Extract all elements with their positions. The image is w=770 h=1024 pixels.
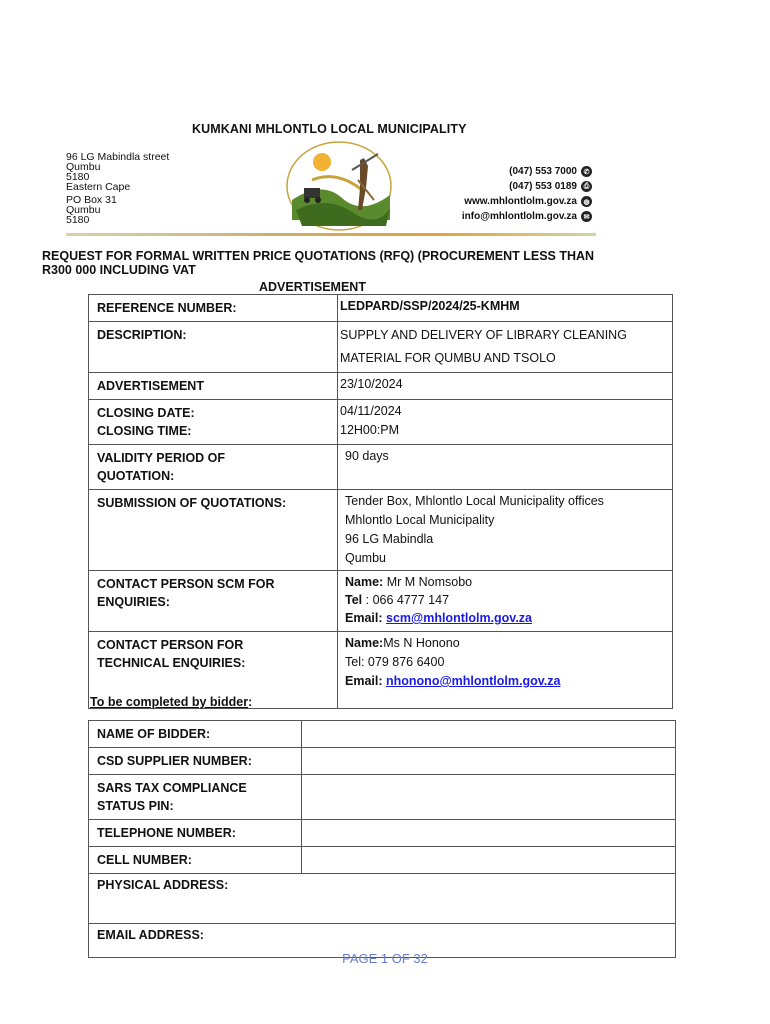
closing-time-label: CLOSING TIME: — [97, 424, 192, 438]
reference-label: REFERENCE NUMBER: — [89, 295, 338, 322]
postal-address-line: Qumbu — [66, 204, 101, 216]
table-row — [89, 373, 673, 400]
bidder-name-field[interactable] — [302, 721, 676, 748]
submission-label: SUBMISSION OF QUOTATIONS: — [89, 490, 338, 571]
street-address-line: 5180 — [66, 171, 90, 183]
street-address-line: Qumbu — [66, 161, 101, 173]
scm-email-label: Email: — [345, 611, 383, 625]
advertisement-value: 23/10/2024 — [338, 373, 673, 400]
table-row — [89, 445, 673, 490]
street-address-line: Eastern Cape — [66, 181, 131, 193]
phone-icon: ✆ — [581, 166, 592, 177]
fax-icon: ⎙ — [581, 181, 592, 192]
table-row — [89, 322, 673, 373]
submission-line: Qumbu — [345, 551, 386, 565]
closing-labels — [89, 400, 338, 445]
bidder-name-label: NAME OF BIDDER: — [89, 721, 302, 748]
contact-phone-text: (047) 553 7000 — [509, 166, 577, 177]
sars-pin-field[interactable] — [302, 775, 676, 820]
page-number: PAGE 1 OF 32 — [342, 951, 428, 966]
validity-label — [89, 445, 338, 490]
scm-name-label: Name: — [345, 575, 384, 589]
description-line: MATERIAL FOR QUMBU AND TSOLO — [340, 351, 556, 365]
contact-fax — [509, 181, 592, 192]
bidder-heading-colon: : — [248, 695, 253, 709]
tech-email-label: Email: — [345, 674, 383, 688]
submission-value — [338, 490, 673, 571]
contact-email — [462, 211, 592, 222]
advertisement-label: ADVERTISEMENT — [89, 373, 338, 400]
scm-email-row — [345, 609, 672, 627]
table-row — [89, 571, 673, 632]
tech-name-row — [345, 634, 672, 653]
cell-field[interactable] — [302, 847, 676, 874]
tech-name-label: Name: — [345, 636, 384, 650]
scm-tel-row — [345, 591, 672, 609]
sars-pin-label-line: SARS TAX COMPLIANCE — [97, 781, 247, 795]
table-row — [89, 748, 676, 775]
telephone-label: TELEPHONE NUMBER: — [89, 820, 302, 847]
mail-icon: ✉ — [581, 211, 592, 222]
tech-tel: Tel: 079 876 6400 — [345, 655, 445, 669]
tech-contact-value — [338, 632, 673, 709]
table-row — [89, 847, 676, 874]
advertisement-heading: ADVERTISEMENT — [259, 280, 366, 294]
validity-label-line: QUOTATION: — [97, 469, 175, 483]
tech-email-link[interactable]: nhonono@mhlontlolm.gov.za — [386, 674, 561, 688]
scm-tel: : 066 4777 147 — [365, 593, 450, 607]
validity-value: 90 days — [338, 445, 673, 490]
scm-email-link[interactable]: scm@mhlontlolm.gov.za — [386, 611, 533, 625]
reference-value: LEDPARD/SSP/2024/25-KMHM — [338, 295, 673, 322]
globe-icon: ◍ — [581, 196, 592, 207]
scm-contact-value — [338, 571, 673, 632]
tech-contact-label-line: TECHNICAL ENQUIRIES: — [97, 656, 246, 670]
validity-label-line: VALIDITY PERIOD OF — [97, 451, 226, 465]
submission-line: Tender Box, Mhlontlo Local Municipality offices — [345, 494, 604, 508]
municipality-logo — [282, 140, 396, 232]
physical-address-label: PHYSICAL ADDRESS: — [97, 878, 229, 892]
submission-line: 96 LG Mabindla — [345, 532, 434, 546]
table-row — [89, 490, 673, 571]
rfq-title: REQUEST FOR FORMAL WRITTEN PRICE QUOTATIONS (RFQ) (PROCUREMENT LESS THAN R300 000 INCLUDING VAT — [42, 249, 595, 277]
table-row — [89, 400, 673, 445]
rfq-details-table — [88, 294, 673, 709]
municipality-title: KUMKANI MHLONTLO LOCAL MUNICIPALITY — [192, 122, 467, 136]
closing-time-value: 12H00:PM — [340, 423, 400, 437]
scm-name-row — [345, 573, 672, 591]
physical-address-field[interactable] — [89, 874, 676, 924]
closing-date-label: CLOSING DATE: — [97, 406, 195, 420]
tech-name: Ms N Honono — [383, 636, 460, 650]
bidder-heading-text: To be completed by bidder — [90, 695, 249, 709]
street-address — [66, 152, 169, 192]
postal-address — [66, 195, 117, 225]
closing-values — [338, 400, 673, 445]
closing-date-value: 04/11/2024 — [340, 404, 402, 418]
table-row — [89, 820, 676, 847]
description-value — [338, 322, 673, 373]
table-row — [89, 874, 676, 924]
email-address-label: EMAIL ADDRESS: — [97, 928, 204, 942]
table-row — [89, 721, 676, 748]
bidder-table — [88, 720, 676, 958]
scm-contact-label — [89, 571, 338, 632]
csd-number-field[interactable] — [302, 748, 676, 775]
csd-number-label: CSD SUPPLIER NUMBER: — [89, 748, 302, 775]
scm-contact-label-line: ENQUIRIES: — [97, 595, 170, 609]
contact-website — [464, 196, 592, 207]
cell-label: CELL NUMBER: — [89, 847, 302, 874]
street-address-line: 96 LG Mabindla street — [66, 151, 170, 163]
table-row — [89, 775, 676, 820]
submission-line: Mhlontlo Local Municipality — [345, 513, 495, 527]
contact-fax-text: (047) 553 0189 — [509, 181, 577, 192]
description-label: DESCRIPTION: — [89, 322, 338, 373]
tech-contact-label-line: CONTACT PERSON FOR — [97, 638, 244, 652]
header-divider — [66, 233, 596, 236]
sars-pin-label-line: STATUS PIN: — [97, 799, 174, 813]
description-line: SUPPLY AND DELIVERY OF LIBRARY CLEANING — [340, 328, 627, 342]
contact-phone — [509, 166, 592, 177]
telephone-field[interactable] — [302, 820, 676, 847]
contact-email-text: info@mhlontlolm.gov.za — [461, 211, 577, 222]
scm-tel-label: Tel — [345, 593, 363, 607]
scm-contact-label-line: CONTACT PERSON SCM FOR — [97, 577, 275, 591]
postal-address-line: 5180 — [66, 214, 90, 226]
sars-pin-label — [89, 775, 302, 820]
tech-email-row — [345, 672, 672, 691]
bidder-heading — [90, 695, 252, 709]
postal-address-line: PO Box 31 — [66, 194, 117, 206]
contact-website-text: www.mhlontlolm.gov.za — [464, 196, 577, 207]
scm-name: Mr M Nomsobo — [386, 575, 473, 589]
table-row — [89, 295, 673, 322]
